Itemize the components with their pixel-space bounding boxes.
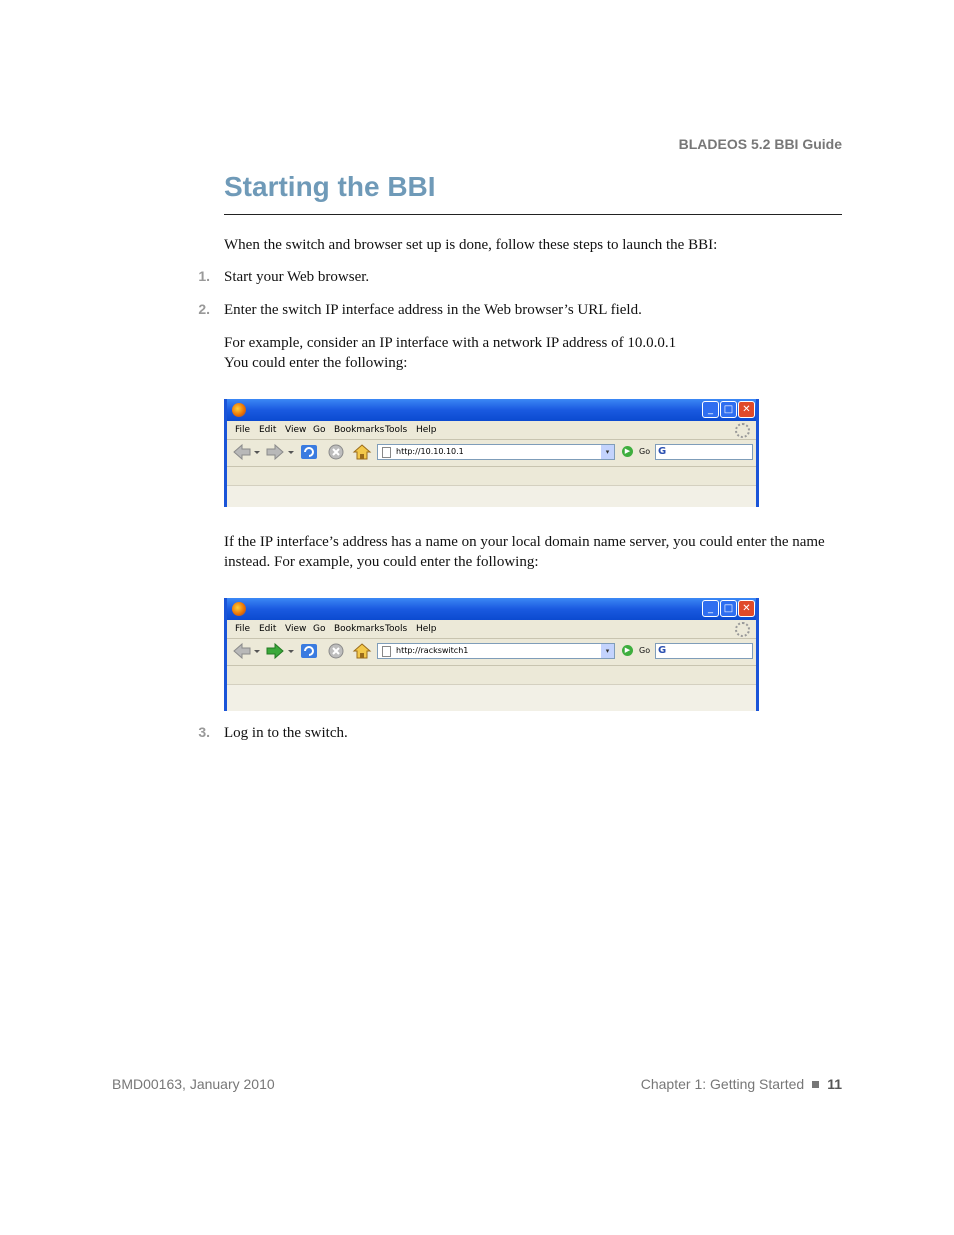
menu-file[interactable]: File — [235, 624, 251, 634]
home-icon[interactable] — [352, 642, 372, 660]
back-arrow-icon[interactable] — [232, 642, 252, 660]
step-number: 2. — [198, 301, 210, 317]
stop-icon[interactable] — [326, 443, 346, 461]
example-line: For example, consider an IP interface with a network IP address of 10.0.0.1 — [224, 335, 677, 351]
dropdown-icon[interactable]: ▾ — [601, 445, 614, 459]
window-titlebar — [227, 399, 756, 421]
firefox-logo-icon — [232, 602, 246, 616]
back-arrow-icon[interactable] — [232, 443, 252, 461]
square-bullet-icon — [812, 1081, 819, 1088]
example-line: You could enter the following: — [224, 355, 408, 371]
running-header: BLADEOS 5.2 BBI Guide — [678, 136, 842, 152]
go-icon[interactable]: ▶ — [622, 446, 633, 457]
section-title: Starting the BBI — [224, 171, 436, 202]
navigation-toolbar — [227, 440, 756, 467]
menu-file[interactable]: File — [235, 425, 251, 435]
menu-tools[interactable]: Tools — [385, 624, 408, 634]
throbber-icon — [735, 622, 750, 637]
menu-bar — [227, 421, 756, 440]
menu-help[interactable]: Help — [416, 425, 437, 435]
menu-bookmarks[interactable]: Bookmarks — [334, 624, 385, 634]
go-button[interactable]: Go — [639, 646, 651, 655]
browser-screenshot — [224, 399, 759, 507]
menu-bookmarks[interactable]: Bookmarks — [334, 425, 385, 435]
navigation-toolbar — [227, 639, 756, 666]
reload-icon[interactable] — [299, 443, 319, 461]
page-icon — [382, 447, 391, 458]
dropdown-icon[interactable]: ▾ — [601, 644, 614, 658]
throbber-icon — [735, 423, 750, 438]
stop-icon[interactable] — [326, 642, 346, 660]
minimize-icon[interactable]: _ — [702, 600, 719, 617]
menu-edit[interactable]: Edit — [259, 425, 277, 435]
chevron-down-icon[interactable] — [254, 642, 260, 660]
forward-arrow-icon[interactable] — [265, 443, 285, 461]
page-content-area — [227, 486, 756, 507]
menu-bar — [227, 620, 756, 639]
forward-arrow-icon[interactable] — [265, 642, 285, 660]
minimize-icon[interactable]: _ — [702, 401, 719, 418]
menu-edit[interactable]: Edit — [259, 624, 277, 634]
window-titlebar — [227, 598, 756, 620]
browser-screenshot — [224, 598, 759, 711]
dns-paragraph: If the IP interface’s address has a name on your local domain name server, you could enter the name instead. For example, you could enter the following: — [224, 534, 825, 570]
step-text: Start your Web browser. — [224, 269, 370, 285]
go-icon[interactable]: ▶ — [622, 645, 633, 656]
chevron-down-icon[interactable] — [288, 642, 294, 660]
chapter-label: Chapter 1: Getting Started — [640, 1076, 805, 1092]
intro-paragraph: When the switch and browser set up is done, follow these steps to launch the BBI: — [224, 237, 718, 253]
maximize-icon[interactable]: □ — [720, 401, 737, 418]
url-text: http://10.10.10.1 — [396, 447, 464, 456]
bookmarks-strip — [227, 666, 756, 685]
firefox-logo-icon — [232, 403, 246, 417]
search-input[interactable] — [655, 444, 753, 460]
menu-view[interactable]: View — [285, 624, 307, 634]
google-search-icon: G — [658, 446, 667, 457]
step-text: Enter the switch IP interface address in the Web browser’s URL field. — [224, 302, 642, 318]
close-icon[interactable]: ✕ — [738, 600, 755, 617]
step-number: 3. — [198, 724, 210, 740]
search-input[interactable] — [655, 643, 753, 659]
url-text: http://rackswitch1 — [396, 646, 469, 655]
menu-help[interactable]: Help — [416, 624, 437, 634]
footer-chapter — [520, 1076, 842, 1092]
bookmarks-strip — [227, 467, 756, 486]
step-text: Log in to the switch. — [224, 725, 348, 741]
page-icon — [382, 646, 391, 657]
go-button[interactable]: Go — [639, 447, 651, 456]
chevron-down-icon[interactable] — [254, 443, 260, 461]
home-icon[interactable] — [352, 443, 372, 461]
url-field[interactable] — [377, 444, 615, 460]
maximize-icon[interactable]: □ — [720, 600, 737, 617]
menu-view[interactable]: View — [285, 425, 307, 435]
page-number: 11 — [827, 1076, 842, 1092]
close-icon[interactable]: ✕ — [738, 401, 755, 418]
title-rule — [224, 214, 842, 215]
menu-tools[interactable]: Tools — [385, 425, 408, 435]
step-number: 1. — [198, 268, 210, 284]
page-content-area — [227, 685, 756, 711]
footer-doc-id: BMD00163, January 2010 — [112, 1076, 275, 1092]
google-search-icon: G — [658, 645, 667, 656]
reload-icon[interactable] — [299, 642, 319, 660]
url-field[interactable] — [377, 643, 615, 659]
menu-go[interactable]: Go — [313, 624, 326, 634]
chevron-down-icon[interactable] — [288, 443, 294, 461]
menu-go[interactable]: Go — [313, 425, 326, 435]
